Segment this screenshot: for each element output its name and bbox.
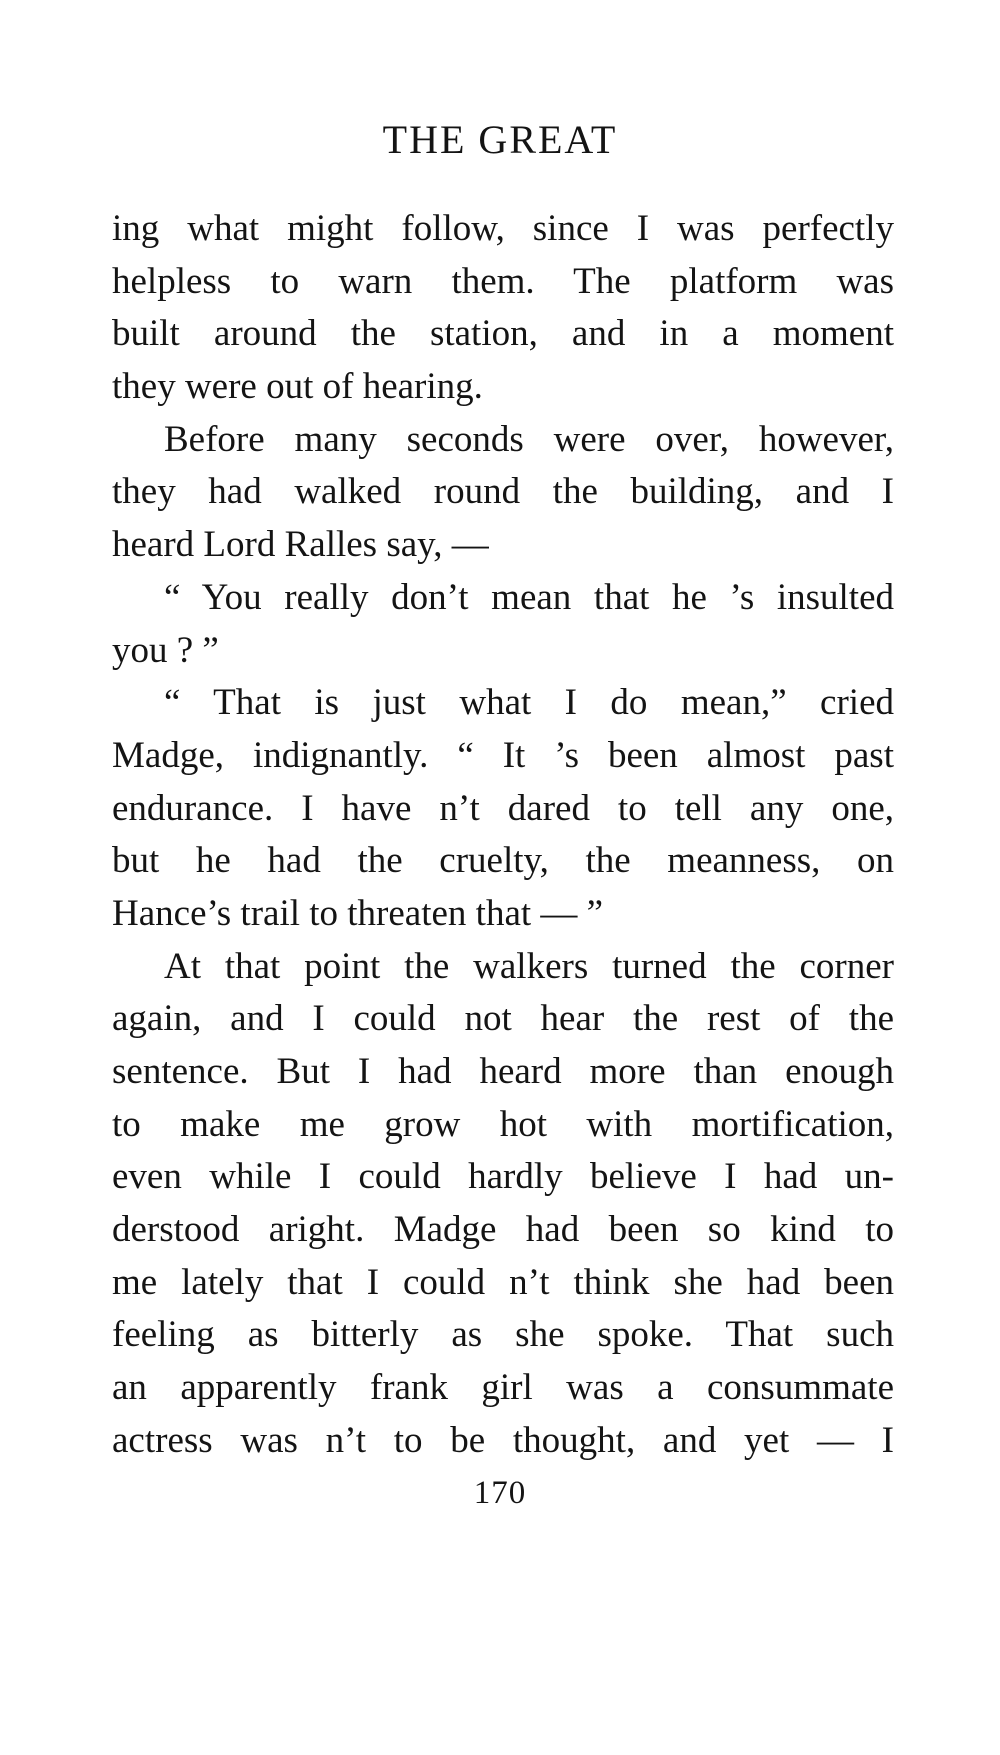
text-line: helpless to warn them. The platform was (112, 260, 894, 302)
text-line: to make me grow hot with mortification, (112, 1103, 894, 1145)
page-number: 170 (473, 1475, 527, 1511)
text-line: endurance. I have n’t dared to tell any one, (112, 787, 894, 829)
text-line: me lately that I could n’t think she had been (112, 1261, 894, 1303)
running-head: THE GREAT (382, 117, 618, 162)
text-line: Hance’s trail to threaten that — ” (112, 892, 604, 934)
text-line: but he had the cruelty, the meanness, on (112, 840, 894, 882)
body-text (112, 203, 894, 1468)
text-line: they were out of hearing. (112, 366, 483, 408)
text-line: they had walked round the building, and I (112, 471, 894, 513)
text-line: again, and I could not hear the rest of the (112, 998, 894, 1040)
text-line: At that point the walkers turned the corner (164, 945, 894, 987)
text-line: “ You really don’t mean that he ’s insulted (164, 576, 894, 618)
text-line: Before many seconds were over, however, (164, 418, 894, 460)
text-line: feeling as bitterly as she spoke. That such (112, 1314, 894, 1356)
text-line: derstood aright. Madge had been so kind to (112, 1209, 894, 1251)
text-line: you ? ” (112, 629, 219, 671)
text-line: actress was n’t to be thought, and yet — I (112, 1419, 894, 1461)
text-line: “ That is just what I do mean,” cried (164, 682, 894, 724)
text-line: ing what might follow, since I was perfectly (112, 208, 894, 249)
text-line: even while I could hardly believe I had un- (112, 1156, 894, 1198)
text-line: sentence. But I had heard more than enough (112, 1051, 894, 1092)
text-line: built around the station, and in a moment (112, 313, 894, 355)
text-line: heard Lord Ralles say, — (112, 524, 489, 566)
text-line: an apparently frank girl was a consummate (112, 1367, 894, 1409)
text-line: Madge, indignantly. “ It ’s been almost past (112, 734, 894, 776)
